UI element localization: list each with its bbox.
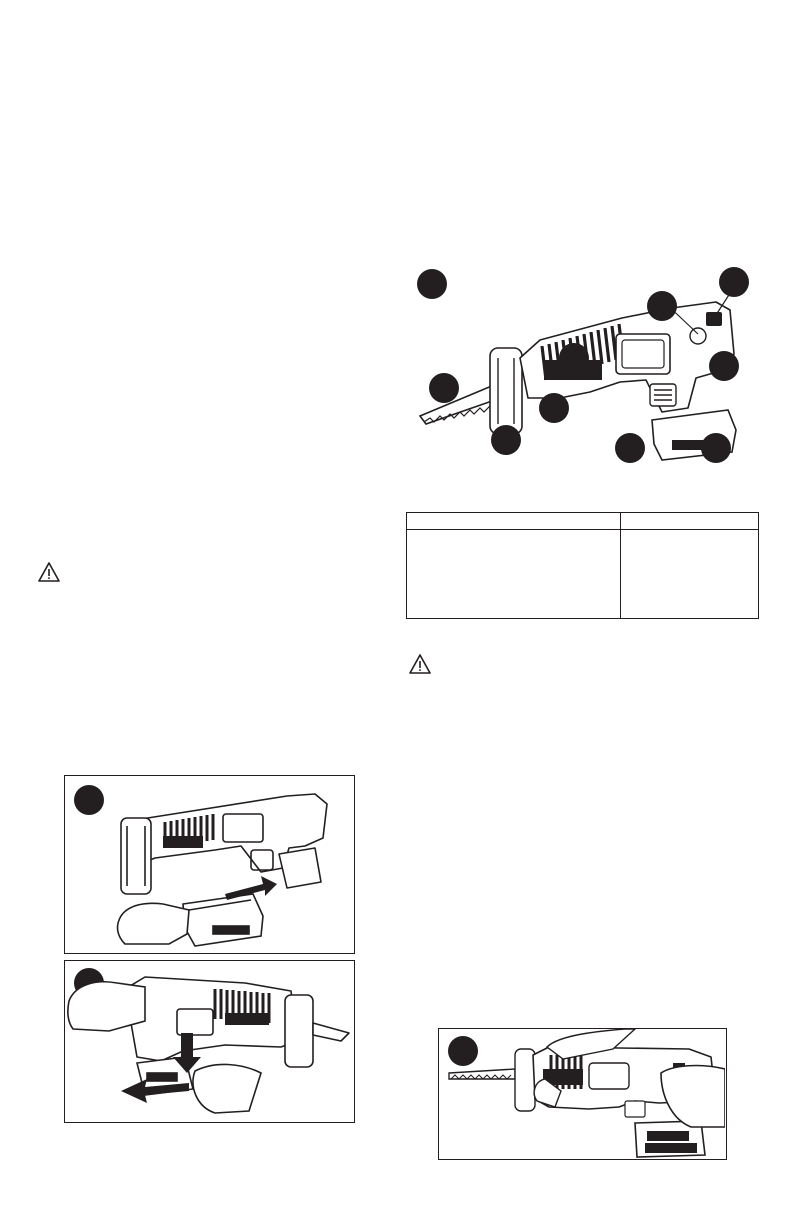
- spec-table-header-cell: [407, 513, 621, 530]
- warning-triangle-icon: [409, 654, 431, 674]
- spec-table-header-cell: [621, 513, 759, 530]
- spec-table-cell: [621, 530, 759, 619]
- spec-table: [406, 512, 759, 619]
- figure-battery-remove: [64, 960, 355, 1123]
- spec-table-header-row: [407, 513, 759, 530]
- callout-marker: [448, 1036, 478, 1066]
- spec-table-row: [407, 530, 759, 619]
- pivoting-shoe: [490, 348, 522, 434]
- warning-triangle-icon: [38, 562, 60, 582]
- callout-marker: [74, 785, 104, 815]
- spec-table-cell: [407, 530, 621, 619]
- figure-grip-operation: [438, 1028, 727, 1160]
- figure-tool-overview: [410, 262, 756, 468]
- figure-battery-install: [64, 775, 355, 954]
